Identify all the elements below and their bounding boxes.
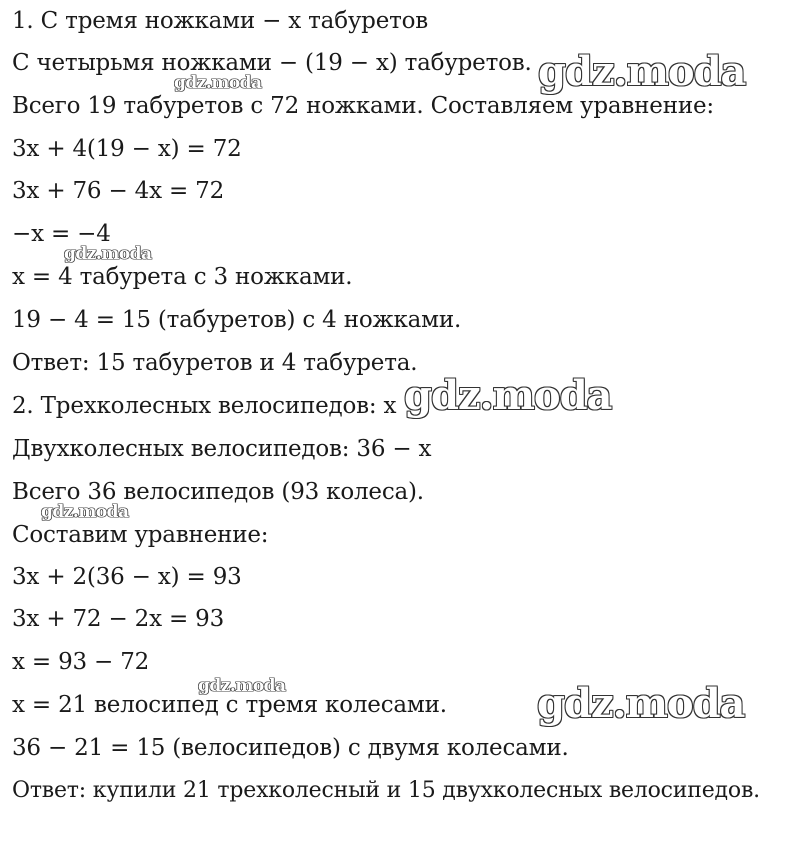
text-line: x = 21 велосипед с тремя колесами. — [12, 692, 447, 718]
text-line: Составим уравнение: — [12, 522, 269, 548]
equation-line: x = 93 − 72 — [12, 649, 150, 675]
equation-line: 3x + 2(36 − x) = 93 — [12, 564, 242, 590]
equation-line: 3x + 4(19 − x) = 72 — [12, 136, 242, 162]
text-line: Всего 19 табуретов с 72 ножками. Составляем уравнение: — [12, 93, 714, 119]
watermark-logo: gdz.moda — [537, 680, 745, 727]
text-line: 2. Трехколесных велосипедов: x — [12, 393, 397, 419]
watermark-logo: gdz.moda — [174, 73, 262, 93]
watermark-logo: gdz.moda — [64, 244, 152, 264]
answer-line: Ответ: купили 21 трехколесный и 15 двухколесных велосипедов. — [12, 778, 760, 803]
text-line: 36 − 21 = 15 (велосипедов) с двумя колесами. — [12, 735, 569, 761]
answer-line: Ответ: 15 табуретов и 4 табурета. — [12, 350, 418, 376]
watermark-logo: gdz.moda — [41, 502, 129, 522]
equation-line: 3x + 72 − 2x = 93 — [12, 606, 225, 632]
text-line: С четырьмя ножками − (19 − x) табуретов. — [12, 50, 532, 76]
text-line: Всего 36 велосипедов (93 колеса). — [12, 479, 424, 505]
watermark-logo: gdz.moda — [404, 372, 612, 419]
equation-line: 3x + 76 − 4x = 72 — [12, 178, 225, 204]
text-line: 19 − 4 = 15 (табуретов) с 4 ножками. — [12, 307, 462, 333]
text-line: Двухколесных велосипедов: 36 − x — [12, 436, 432, 462]
watermark-logo: gdz.moda — [538, 48, 746, 95]
text-line: x = 4 табурета с 3 ножками. — [12, 264, 353, 290]
equation-line: −x = −4 — [12, 221, 111, 247]
text-line: 1. С тремя ножками − x табуретов — [12, 8, 429, 34]
watermark-logo: gdz.moda — [198, 676, 286, 696]
